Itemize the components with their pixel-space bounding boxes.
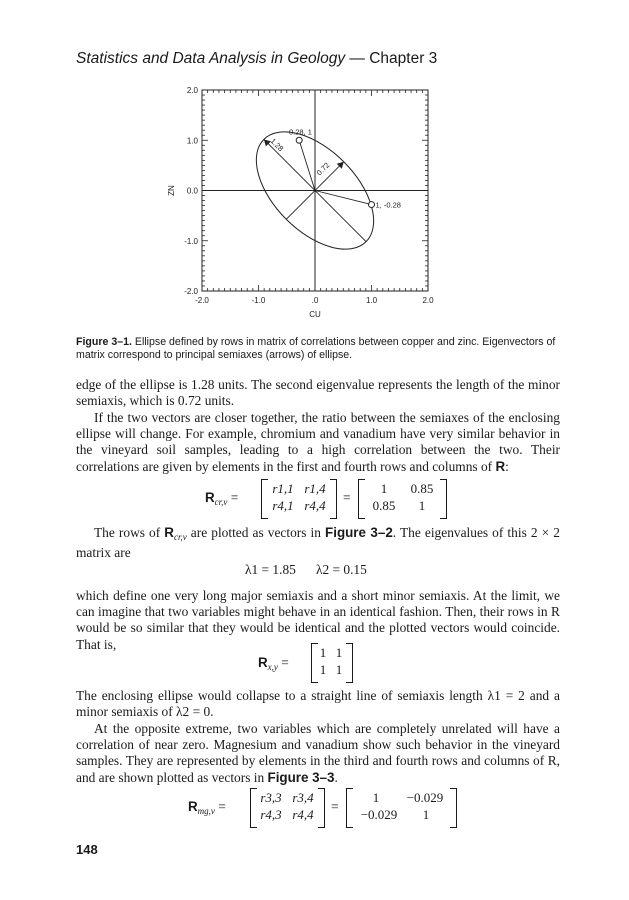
m2-22: 1: [335, 662, 343, 677]
m2-11: 1: [319, 645, 327, 660]
paragraph-2: [76, 410, 560, 475]
m3-eq1: =: [218, 799, 226, 814]
x-axis-label: CU: [309, 310, 321, 319]
eigenvalue-equation: λ1 = 1.85 λ2 = 0.15: [245, 562, 367, 577]
m3-sym-43: r4,3: [260, 807, 282, 822]
bracket: [346, 643, 353, 683]
point-label: -0.28, 1: [286, 127, 312, 137]
running-header: [76, 50, 437, 68]
p3-start: The rows of: [94, 525, 165, 540]
m1-sym-14: r1,4: [304, 481, 326, 496]
y-tick-label: -1.0: [184, 236, 198, 246]
p3-matrix: R: [164, 525, 174, 540]
matrix-r-ref: R: [495, 458, 506, 474]
m1-lhs-sub: cr,v: [214, 497, 228, 507]
figure-3-2-ref: Figure 3–2: [325, 525, 393, 540]
m3-lhs: R: [188, 799, 198, 814]
m3-sym-44: r4,4: [292, 807, 314, 822]
m3-num-34: −0.029: [406, 790, 444, 805]
bracket: [261, 479, 268, 519]
y-axis-label: ZN: [167, 185, 176, 196]
caption-label: Figure 3–1.: [76, 336, 132, 348]
row-vector: [315, 191, 372, 205]
y-tick-label: -2.0: [184, 287, 198, 296]
point-label: 1, -0.28: [375, 200, 401, 210]
plot-area: [167, 86, 434, 319]
m2-lhs-sub: x,y: [267, 662, 278, 672]
minor-semiaxis-label: 0.72: [314, 160, 332, 178]
m1-eq1: =: [230, 490, 239, 505]
figure-caption: [76, 336, 560, 362]
m1-lhs: R: [205, 490, 215, 505]
m3-lhs-sub: mg,v: [197, 806, 215, 816]
m1-eq2: =: [343, 490, 351, 505]
ellipse-figure: [160, 84, 450, 319]
m3-sym-33: r3,3: [260, 790, 282, 805]
paragraph-4: which define one very long major semiaxis and a short minor semiaxis. At the limit, we can imagine that two variables might behave in an identical fashion. Then, their rows in R would be so similar that they would be identical and the plotted vectors would coincide. That is,: [76, 588, 560, 652]
header-dash: —: [345, 50, 370, 67]
caption-text: Ellipse defined by rows in matrix of correlations between copper and zinc. Eigenvectors of matrix correspond to principal semiaxes (arrows) of ellipse.: [76, 336, 556, 361]
bracket: [358, 479, 365, 519]
page-number: 148: [76, 842, 98, 857]
x-tick-label: -2.0: [195, 296, 209, 305]
m1-sym-41: r4,1: [272, 498, 294, 513]
m2-12: 1: [335, 645, 343, 660]
bracket: [450, 788, 457, 828]
m1-num-14: 0.85: [410, 481, 434, 496]
paragraph-2-end: :: [505, 458, 509, 474]
m2-lhs: R: [258, 655, 268, 670]
m3-num-43: −0.029: [360, 807, 398, 822]
chapter-label: Chapter 3: [369, 50, 438, 67]
m3-num-33: 1: [372, 790, 380, 805]
m1-num-41: 0.85: [372, 498, 396, 513]
paragraph-1: edge of the ellipse is 1.28 units. The second eigenvalue represents the length of the minor semiaxis, which is 0.72 units.: [76, 377, 560, 409]
p3-end: . The eigenvalues of this 2 × 2 matrix are: [76, 525, 560, 561]
m2-eq: =: [281, 655, 289, 670]
x-tick-label: -1.0: [251, 296, 266, 305]
major-semiaxis-label: 1.28: [268, 136, 286, 154]
bracket: [440, 479, 447, 519]
m1-num-11: 1: [380, 481, 388, 496]
vector-endpoint-marker: [296, 137, 302, 143]
p3-matrix-sub: cr,v: [173, 532, 187, 542]
m1-sym-11: r1,1: [272, 481, 294, 496]
x-tick-label: .0: [311, 296, 319, 305]
vector-endpoint-marker: [369, 202, 375, 208]
p6-text: At the opposite extreme, two variables which are completely unrelated will have a correlation of near zero. Magnesium and vanadium show such behavior in the vineyard samples. They are represented by elements in the third and fourth rows and columns of R, and are shown plotted as vectors in: [76, 721, 560, 785]
paragraph-5: The enclosing ellipse would collapse to a straight line of semiaxis length λ1 = 2 and a minor semiaxis of λ2 = 0.: [76, 688, 560, 720]
paragraph-3: [76, 525, 560, 561]
x-tick-label: 2.0: [422, 296, 434, 305]
x-tick-label: 1.0: [365, 296, 378, 305]
m1-num-44: 1: [418, 498, 426, 513]
book-title: Statistics and Data Analysis in Geology: [76, 50, 346, 67]
m1-sym-44: r4,4: [304, 498, 326, 513]
bracket: [318, 788, 325, 828]
m3-num-44: 1: [422, 807, 430, 822]
m3-eq2: =: [331, 799, 339, 814]
paragraph-6: [76, 721, 560, 786]
y-tick-label: 0.0: [186, 186, 198, 196]
bracket: [330, 479, 337, 519]
paragraph-2-text: If the two vectors are closer together, the ratio between the semiaxes of the enclosing ellipse will change. For example, chromium and vanadium have very similar behavior in the vineyard soil samples, leading to a high correlation between the two. Their correlations are given by elements in the first and fourth rows and columns of: [76, 410, 560, 474]
y-tick-label: 1.0: [186, 136, 198, 146]
figure-3-3-ref: Figure 3–3: [267, 769, 335, 785]
p6-end: .: [334, 769, 338, 785]
m3-sym-34: r3,4: [292, 790, 314, 805]
m2-21: 1: [319, 662, 327, 677]
bracket: [346, 788, 353, 828]
y-tick-label: 2.0: [186, 86, 198, 95]
p3-mid: are plotted as vectors in: [186, 525, 326, 540]
